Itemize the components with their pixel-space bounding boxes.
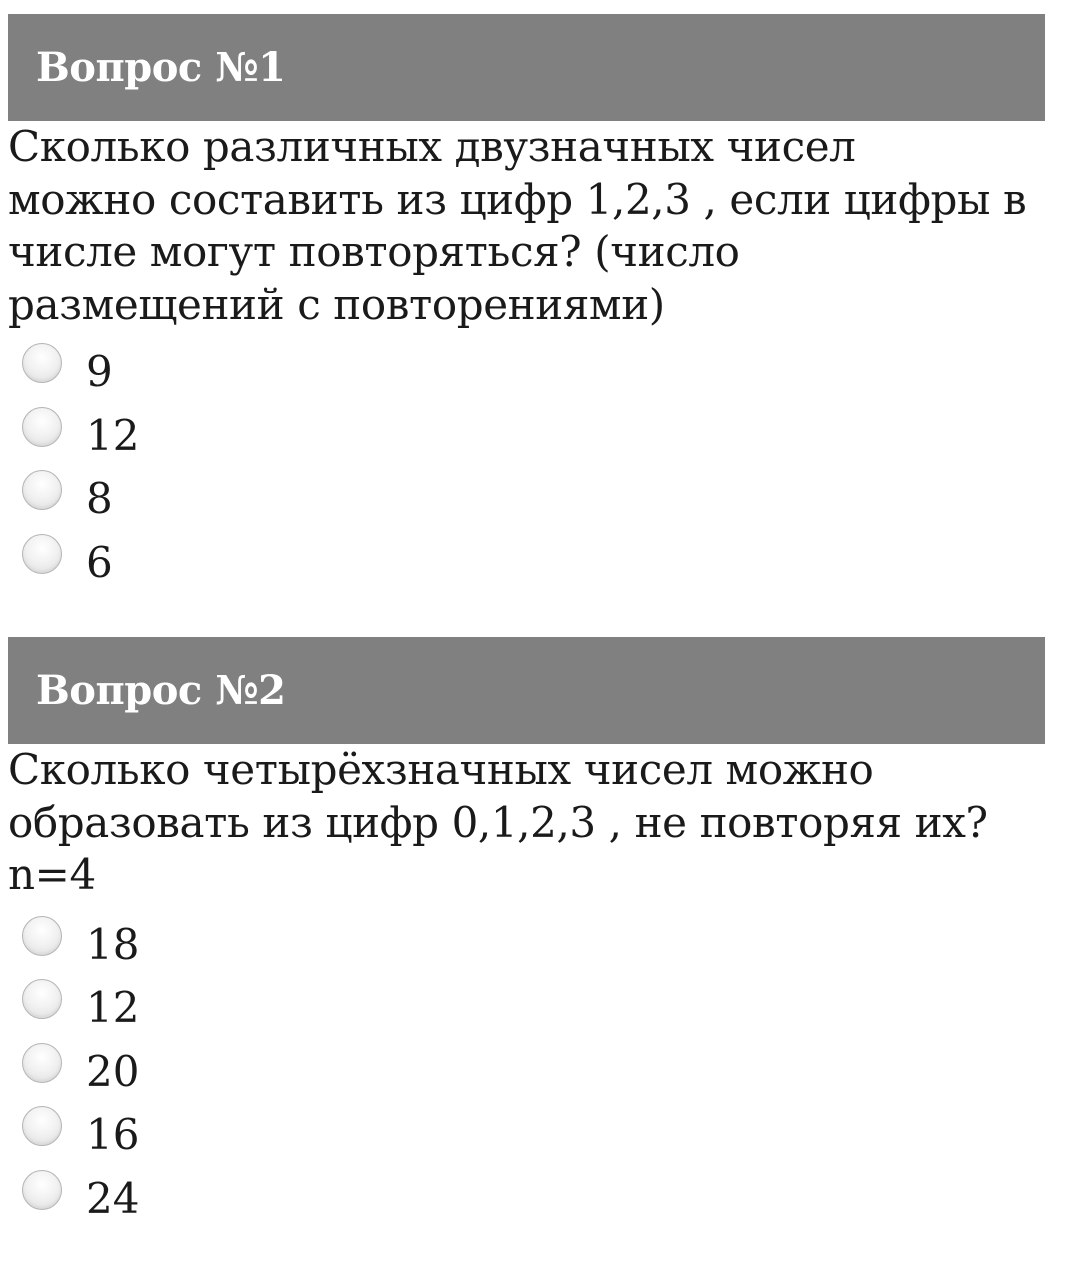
question-1-text-line: Сколько различных двузначных чисел — [8, 122, 856, 171]
option-label[interactable]: 20 — [86, 1046, 140, 1096]
radio-button[interactable] — [22, 407, 62, 447]
question-1-option-4[interactable] — [8, 526, 1045, 590]
question-2-text-line: Сколько четырёхзначных чисел можно — [8, 745, 874, 794]
question-1 — [8, 14, 1045, 589]
question-1-text-line: числе могут повторяться? (число — [8, 227, 740, 276]
question-1-header — [8, 14, 1045, 121]
radio-button[interactable] — [22, 1106, 62, 1146]
question-2-option-4[interactable] — [8, 1098, 1045, 1162]
option-label[interactable]: 8 — [86, 474, 113, 523]
option-label[interactable]: 24 — [86, 1173, 140, 1223]
radio-button[interactable] — [22, 1043, 62, 1083]
radio-button[interactable] — [22, 1170, 62, 1210]
option-label[interactable]: 6 — [86, 537, 113, 587]
question-2-title: Вопрос №2 — [36, 667, 286, 714]
question-1-option-2[interactable] — [8, 399, 1045, 463]
question-2-option-2[interactable] — [8, 971, 1045, 1035]
radio-button[interactable] — [22, 343, 62, 383]
question-2-header — [8, 637, 1045, 744]
question-2-option-3[interactable] — [8, 1035, 1045, 1099]
question-2-option-5[interactable] — [8, 1162, 1045, 1226]
option-label[interactable]: 9 — [86, 347, 113, 396]
option-label[interactable]: 12 — [86, 983, 140, 1032]
radio-button[interactable] — [22, 979, 62, 1019]
question-1-options — [8, 335, 1045, 589]
question-1-option-3[interactable] — [8, 462, 1045, 526]
question-2-option-1[interactable] — [8, 908, 1045, 972]
question-1-option-1[interactable] — [8, 335, 1045, 399]
question-1-text — [8, 121, 1045, 331]
option-label[interactable]: 16 — [86, 1110, 140, 1159]
radio-button[interactable] — [22, 534, 62, 574]
question-2-text — [8, 744, 1045, 902]
option-label[interactable]: 18 — [86, 919, 140, 969]
question-1-text-line: размещений с повторениями) — [8, 279, 665, 329]
radio-button[interactable] — [22, 470, 62, 510]
question-1-text-line: можно составить из цифр 1,2,3 , если цифры в — [8, 174, 1027, 224]
question-2 — [8, 637, 1045, 1225]
radio-button[interactable] — [22, 916, 62, 956]
question-2-text-line: n=4 — [8, 850, 96, 899]
question-2-options — [8, 908, 1045, 1226]
question-1-title: Вопрос №1 — [36, 44, 286, 91]
option-label[interactable]: 12 — [86, 410, 140, 460]
question-2-text-line: образовать из цифр 0,1,2,3 , не повторяя их? — [8, 797, 988, 847]
